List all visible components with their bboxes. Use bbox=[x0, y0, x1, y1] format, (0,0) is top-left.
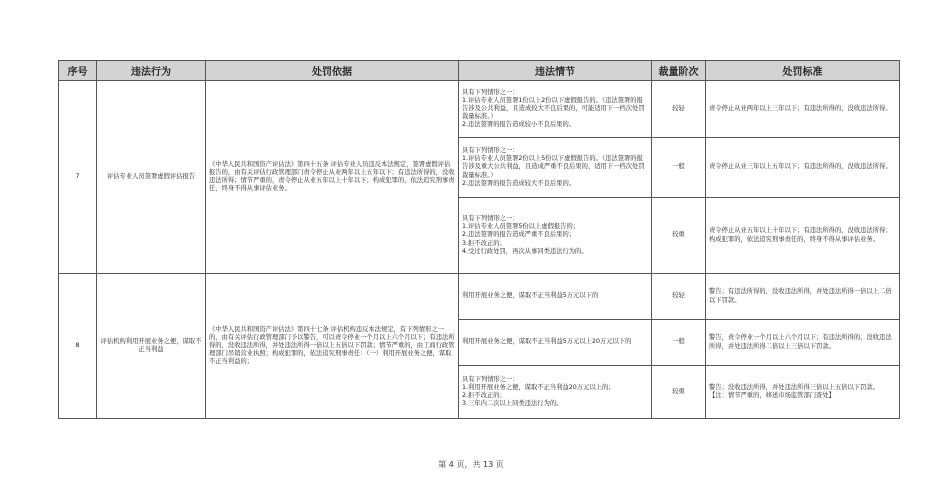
table-row bbox=[59, 81, 900, 138]
penalty-table bbox=[58, 60, 900, 419]
basis-cell: 《中华人民共和国资产评估法》第四十五条 评估专业人员违反本法规定，签署虚假评估报告的，由有关评估行政管理部门责令停止从业两年以上五年以下；有违法所得的，没收违法所得；情节严重的，责令停止从业五年以上十年以下；构成犯罪的，依法追究刑事责任，终身不得从事评估业务。 bbox=[206, 81, 459, 274]
level-cell: 较轻 bbox=[652, 81, 706, 138]
header-row bbox=[59, 61, 900, 81]
seq-cell: 8 bbox=[59, 274, 97, 419]
standard-cell: 警告；有违法所得的，没收违法所得，并处违法所得一倍以上二倍以下罚款。 bbox=[706, 274, 900, 320]
circumstance-cell: 具有下列情形之一： 1.评估专业人员签署5份以上虚假报告的； 2.违法签署的报告造成严重不良后果的； 3.拒不改正的； 4.受过行政处罚，再次从事同类违法行为的。 bbox=[459, 198, 652, 274]
header-circumstance: 违法情节 bbox=[459, 61, 652, 81]
behavior-cell: 评估专业人员签署虚假评估报告 bbox=[97, 81, 206, 274]
level-cell: 较重 bbox=[652, 366, 706, 419]
header-level: 裁量阶次 bbox=[652, 61, 706, 81]
standard-cell: 责令停止从业两年以上三年以下；有违法所得的，没收违法所得。 bbox=[706, 81, 900, 138]
header-basis: 处罚依据 bbox=[206, 61, 459, 81]
header-standard: 处罚标准 bbox=[706, 61, 900, 81]
standard-cell: 责令停止从业五年以上十年以下；有违法所得的，没收违法所得；构成犯罪的，依法追究刑事责任的，终身不得从事评估业务。 bbox=[706, 198, 900, 274]
behavior-cell: 评估机构利用开展业务之便，谋取不正当利益 bbox=[97, 274, 206, 419]
header-seq: 序号 bbox=[59, 61, 97, 81]
table-row bbox=[59, 274, 900, 320]
basis-cell: 《中华人民共和国资产评估法》第四十七条 评估机构违反本法规定，有下列情形之一的，由有关评估行政管理部门予以警告，可以责令停业一个月以上六个月以下；有违法所得的，没收违法所得，并处违法所得一倍以上五倍以下罚款；情节严重的，由工商行政管理部门吊销营业执照；构成犯罪的，依法追究刑事责任：（一）利用开展业务之便，谋取不正当利益的； bbox=[206, 274, 459, 419]
circumstance-cell: 具有下列情形之一： 1.利用开展业务之便，谋取不正当利益20万元以上的； 2.拒不改正的； 3.三年内二次以上同类违法行为的。 bbox=[459, 366, 652, 419]
circumstance-cell: 具有下列情形之一： 1.评估专业人员签署1份以上2份以下虚假报告的。（违法签署的报告涉及公共利益，且造成较大不良后果的，可能适用下一档次处罚裁量标准。） 2.违法签署的报告造成较小不良后果的。 bbox=[459, 81, 652, 138]
standard-cell: 警告；没收违法所得，并处违法所得三倍以上五倍以下罚款。 【注：情节严重的，移送市场监管部门查处】 bbox=[706, 366, 900, 419]
header-behavior: 违法行为 bbox=[97, 61, 206, 81]
circumstance-cell: 具有下列情形之一： 1.评估专业人员签署2份以上5份以下虚假报告的。（违法签署的报告涉及重大公共利益，且造成严重不良后果的，适用下一档次处罚裁量标准。） 2.违法签署的报告造成较大不良后果的。 bbox=[459, 138, 652, 198]
level-cell: 较重 bbox=[652, 198, 706, 274]
circumstance-cell: 利用开展业务之便，谋取不正当利益5万元以下的 bbox=[459, 274, 652, 320]
level-cell: 一般 bbox=[652, 320, 706, 366]
standard-cell: 警告，责令停业一个月以上六个月以下；有违法所得的，没收违法所得，并处违法所得二倍以上三倍以下罚款。 bbox=[706, 320, 900, 366]
standard-cell: 责令停止从业三年以上五年以下；有违法所得的，没收违法所得。 bbox=[706, 138, 900, 198]
circumstance-cell: 利用开展业务之便，谋取不正当利益5万元以上20万元以下的 bbox=[459, 320, 652, 366]
seq-cell: 7 bbox=[59, 81, 97, 274]
level-cell: 一般 bbox=[652, 138, 706, 198]
page-footer: 第 4 页，共 13 页 bbox=[438, 460, 504, 469]
level-cell: 较轻 bbox=[652, 274, 706, 320]
